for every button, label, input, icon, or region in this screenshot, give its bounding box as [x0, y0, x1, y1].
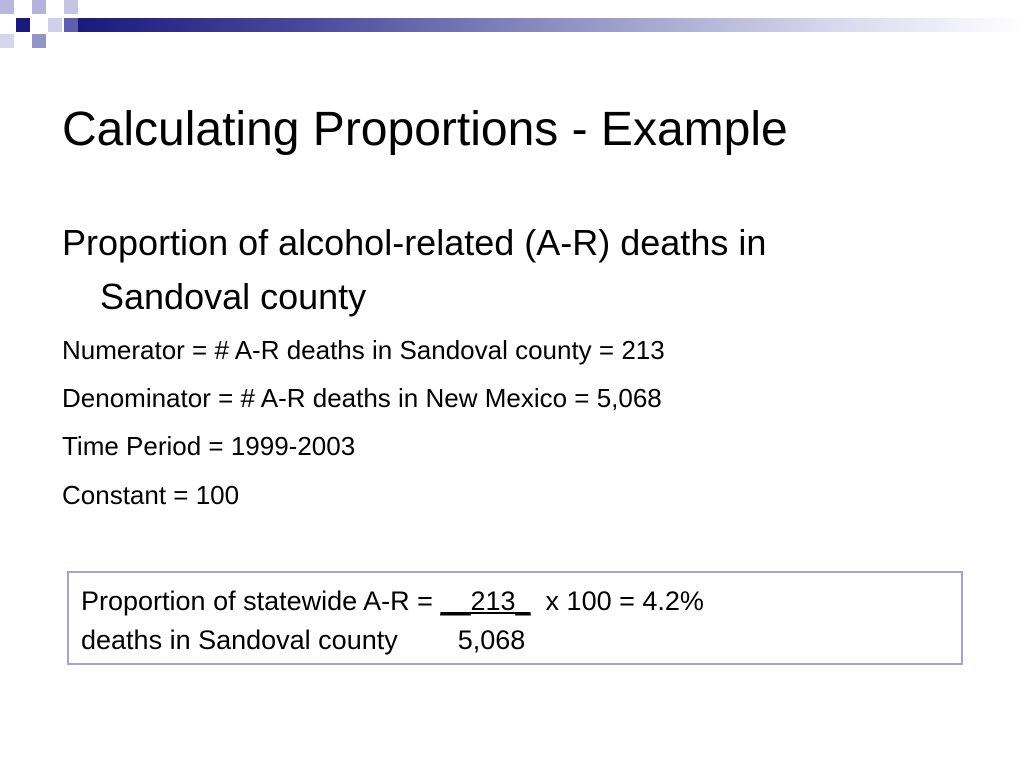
formula-spacer [398, 625, 458, 655]
decorative-square [48, 18, 62, 32]
decorative-square [0, 0, 14, 14]
decorative-square [64, 18, 78, 32]
constant-line: Constant = 100 [62, 480, 240, 510]
slide-title: Calculating Proportions - Example [62, 103, 788, 156]
decorative-square [32, 34, 46, 48]
formula-prefix: Proportion of statewide A-R = [81, 586, 441, 616]
decorative-square [0, 34, 14, 48]
decorative-square [64, 0, 78, 14]
formula-result: x 100 = 4.2% [530, 586, 704, 616]
subtitle [62, 216, 982, 324]
header-gradient-bar [78, 18, 1024, 32]
fraction-numerator: __213_ [440, 586, 531, 616]
numerator-line: Numerator = # A-R deaths in Sandoval county = 213 [62, 335, 665, 365]
subtitle-line-1: Proportion of alcohol-related (A-R) deaths in [62, 222, 767, 263]
subtitle-line-2: Sandoval county [100, 276, 367, 317]
formula-line-2 [81, 624, 525, 656]
formula-label: deaths in Sandoval county [81, 625, 398, 655]
time-period-line: Time Period = 1999-2003 [62, 431, 356, 461]
denominator-line: Denominator = # A-R deaths in New Mexico = 5,068 [62, 383, 662, 413]
decorative-square [16, 18, 30, 32]
formula-line-1 [81, 585, 704, 617]
fraction-denominator: 5,068 [457, 625, 526, 655]
formula-box [67, 571, 963, 665]
decorative-square [32, 0, 46, 14]
